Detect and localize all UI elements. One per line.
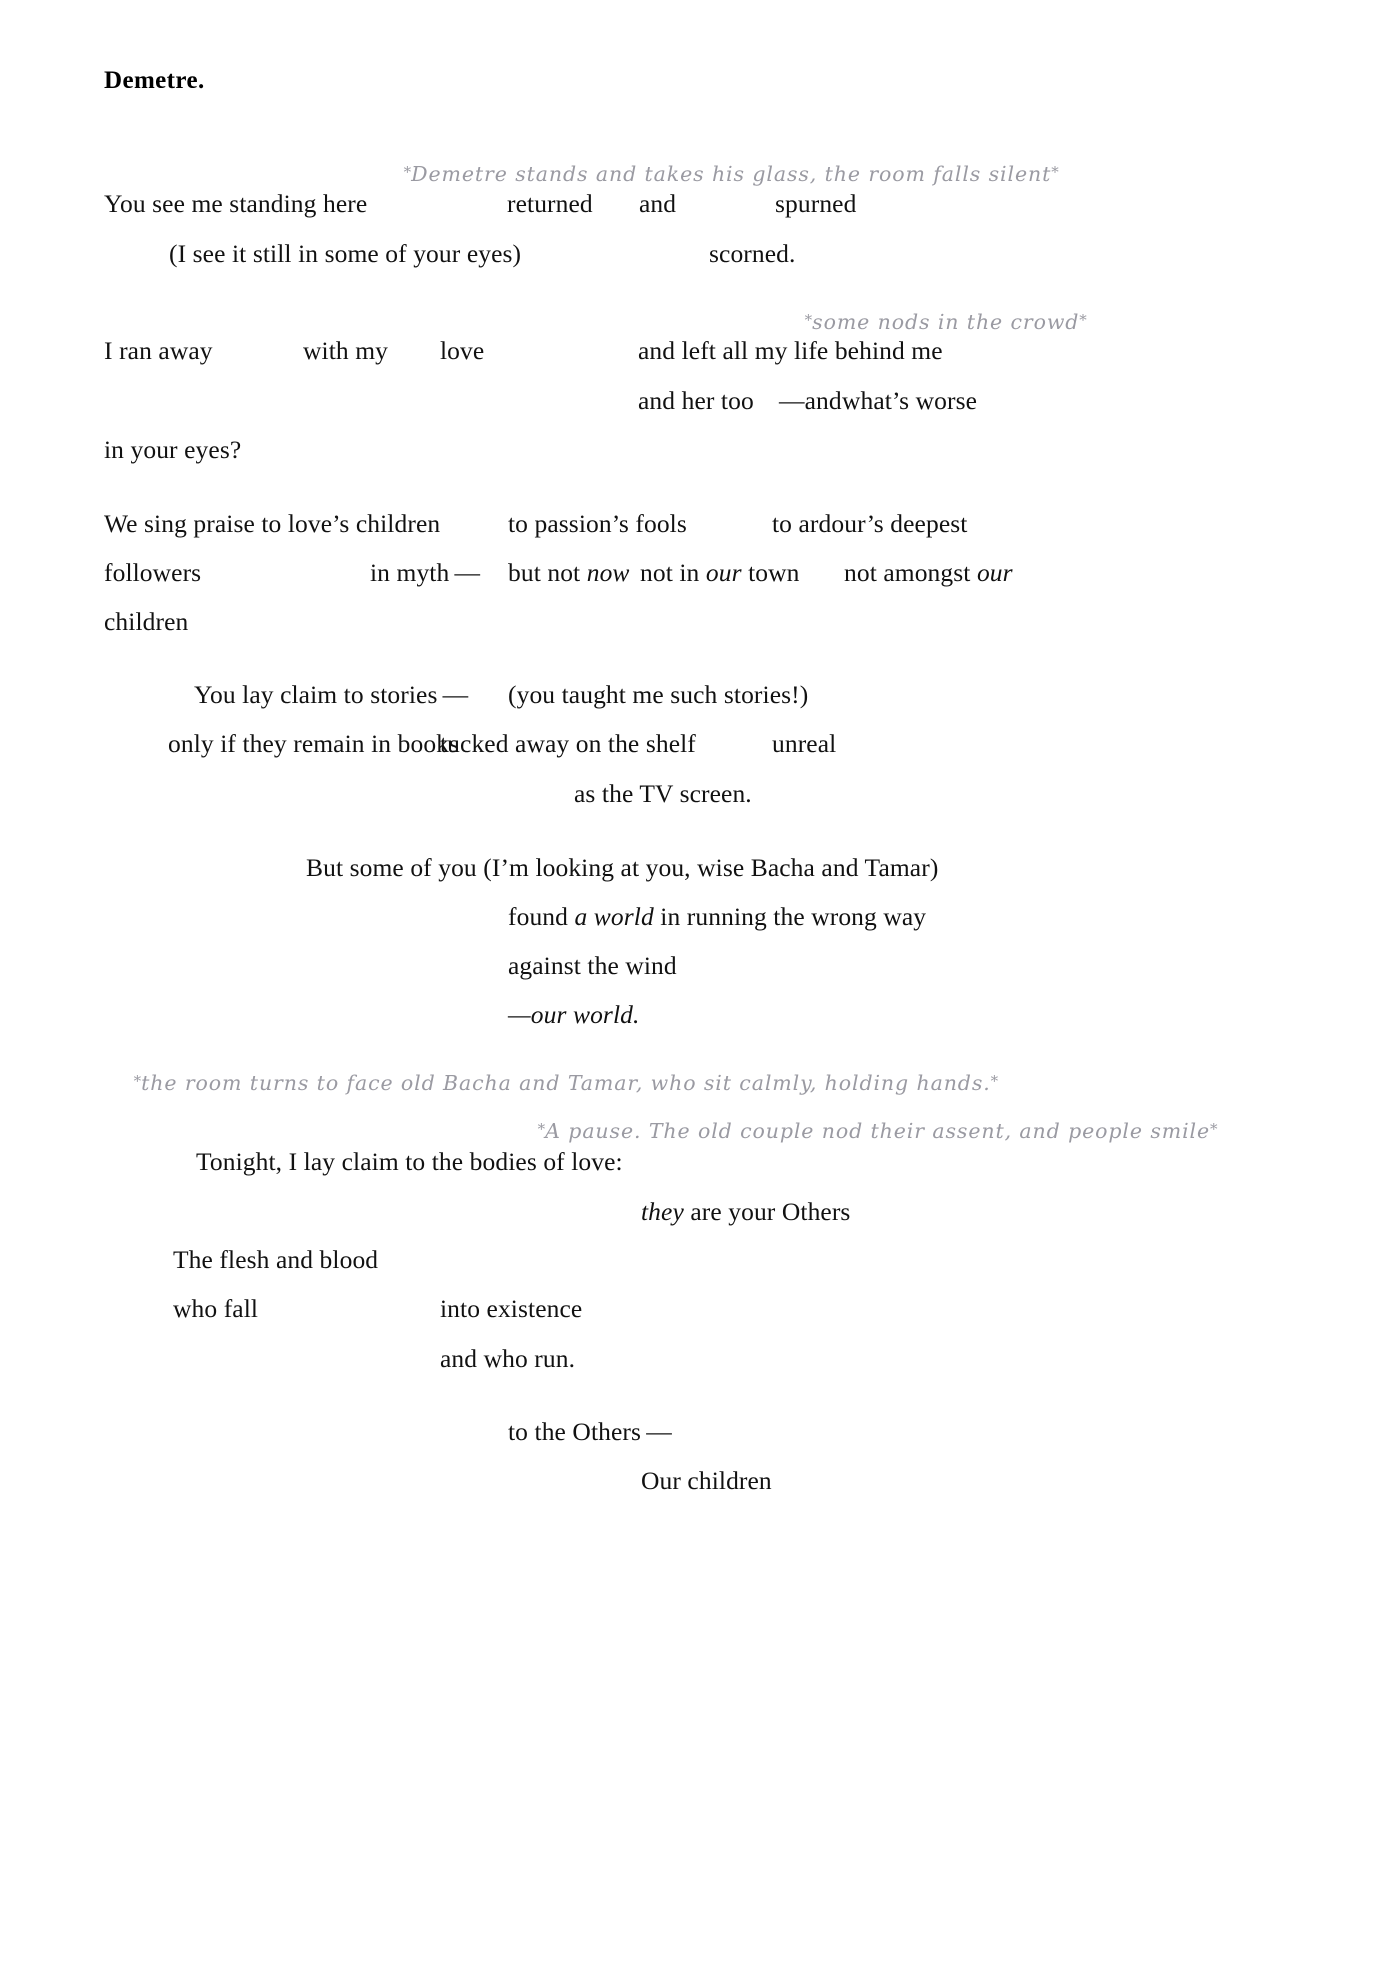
asterisk-close-icon: * — [1051, 162, 1059, 181]
poem-line: unreal — [772, 729, 837, 758]
poem-line: in your eyes? — [104, 435, 242, 464]
poem-line: But some of you (I’m looking at you, wise Bacha and Tamar) — [306, 853, 939, 882]
poem-line: The flesh and blood — [173, 1245, 379, 1274]
poem-line: returned — [507, 189, 593, 218]
poem-line: Tonight, I lay claim to the bodies of love: — [196, 1147, 623, 1176]
poem-emphasis: our — [705, 558, 742, 587]
poem-text: are your Others — [683, 1197, 851, 1226]
poem-line: only if they remain in books — [168, 729, 460, 758]
poem-text: not in — [640, 558, 706, 587]
asterisk-open-icon: * — [133, 1071, 142, 1090]
poem-line: to ardour’s deepest — [772, 509, 968, 538]
poem-line: into existence — [440, 1294, 583, 1323]
poem-line: and who run. — [440, 1344, 576, 1373]
poem-line — [641, 1199, 850, 1225]
poem-line — [844, 560, 1013, 586]
poem-line: (I see it still in some of your eyes) — [169, 239, 522, 268]
poem-line: I ran away — [104, 336, 213, 365]
poem-line: scorned. — [709, 239, 796, 268]
asterisk-close-icon: * — [990, 1071, 999, 1090]
poem-line: We sing praise to love’s children — [104, 509, 441, 538]
poem-line: You see me standing here — [104, 189, 368, 218]
page-title: Demetre. — [104, 67, 205, 94]
poem-text: in running the wrong way — [653, 902, 927, 931]
poem-line: to the Others — — [508, 1417, 672, 1446]
poem-emphasis: our — [976, 558, 1013, 587]
poem-line: to passion’s fools — [508, 509, 687, 538]
poem-line: with my — [303, 336, 388, 365]
asterisk-close-icon: * — [1079, 310, 1087, 329]
poem-line: and her too — [638, 386, 754, 415]
poem-line: You lay claim to stories — — [194, 680, 469, 709]
poem-line: as the TV screen. — [574, 779, 752, 808]
asterisk-open-icon: * — [403, 162, 412, 181]
poem-line: against the wind — [508, 951, 677, 980]
asterisk-open-icon: * — [804, 310, 813, 329]
poem-emphasis: they — [641, 1197, 684, 1226]
poem-line: what’s worse — [842, 386, 978, 415]
poem-text: town — [741, 558, 800, 587]
poem-emphasis: now — [586, 558, 630, 587]
asterisk-open-icon: * — [537, 1119, 546, 1138]
poem-text: but not — [508, 558, 587, 587]
stage-direction-1-text: Demetre stands and takes his glass, the room falls silent — [411, 161, 1052, 186]
poem-line: —and — [779, 386, 842, 415]
poem-emphasis: a world — [574, 902, 654, 931]
poem-line: and — [639, 189, 677, 218]
poem-line — [508, 904, 926, 930]
poem-text: found — [508, 902, 575, 931]
poem-line: in myth — — [370, 558, 481, 587]
poem-line — [508, 1002, 639, 1028]
asterisk-close-icon: * — [1210, 1119, 1218, 1138]
stage-direction-1 — [374, 143, 1059, 205]
poem-line: who fall — [173, 1294, 259, 1323]
stage-direction-3-text: the room turns to face old Bacha and Tamar, who sit calmly, holding hands. — [141, 1070, 991, 1095]
poem-line: and left all my life behind me — [638, 336, 943, 365]
poem-line — [508, 560, 630, 586]
poem-line: tucked away on the shelf — [440, 729, 696, 758]
poem-text: not amongst — [844, 558, 977, 587]
stage-direction-4-text: A pause. The old couple nod their assent, and people smile — [545, 1118, 1211, 1143]
stage-direction-2-text: some nods in the crowd — [812, 309, 1080, 334]
poem-line: spurned — [775, 189, 857, 218]
poem-line: (you taught me such stories!) — [508, 680, 809, 709]
poem-emphasis: —our world. — [508, 1000, 640, 1029]
poem-line: followers — [104, 558, 202, 587]
poem-line: children — [104, 607, 189, 636]
poem-line — [640, 560, 799, 586]
poem-line: love — [440, 336, 485, 365]
poem-line: Our children — [641, 1466, 772, 1495]
